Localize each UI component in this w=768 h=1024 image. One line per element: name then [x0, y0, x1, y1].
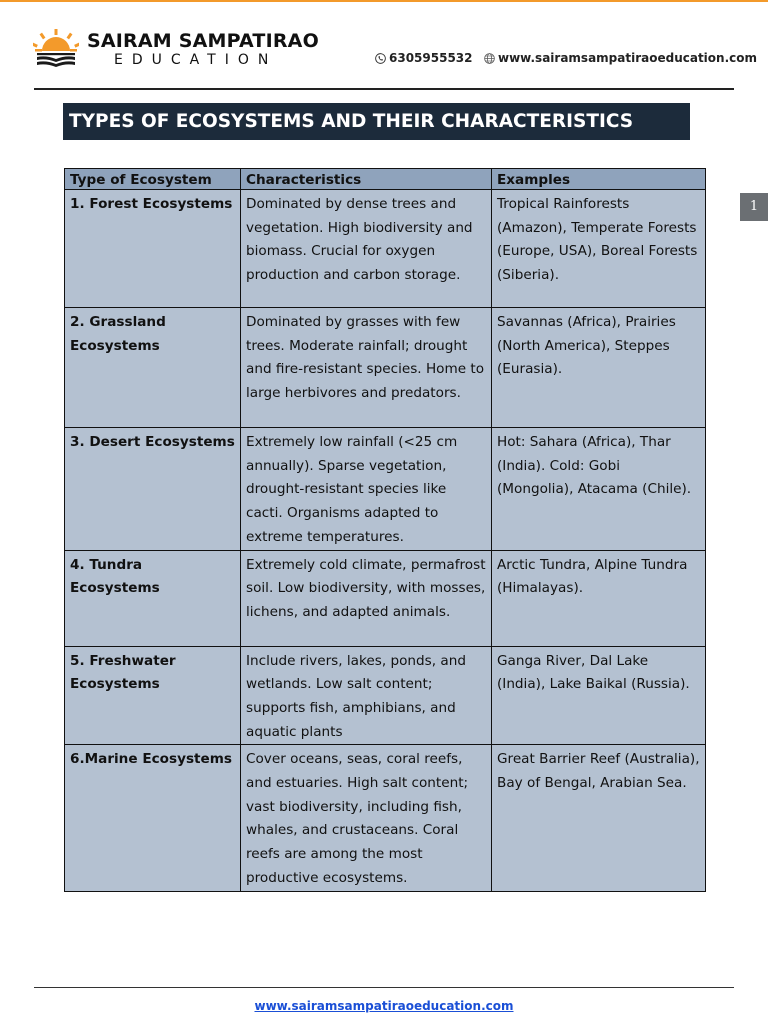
ecosystem-type-cell: 1. Forest Ecosystems: [65, 190, 241, 308]
page-title: TYPES OF ECOSYSTEMS AND THEIR CHARACTERISTICS: [63, 103, 690, 140]
characteristics-cell: Include rivers, lakes, ponds, and wetlands. Low salt content; supports fish, amphibians, and aquatic plants: [241, 646, 492, 745]
characteristics-cell: Extremely cold climate, permafrost soil. Low biodiversity, with mosses, lichens, and adapted animals.: [241, 550, 492, 646]
phone-number: 6305955532: [389, 51, 473, 65]
table-row: [65, 550, 706, 646]
ecosystem-type-cell: 3. Desert Ecosystems: [65, 428, 241, 551]
ecosystem-type-cell: 2. Grassland Ecosystems: [65, 308, 241, 428]
page-number-tab[interactable]: 1: [740, 193, 768, 221]
characteristics-cell: Cover oceans, seas, coral reefs, and estuaries. High salt content; vast biodiversity, including fish, whales, and crustaceans. Coral reefs are among the most productive ecosystems.: [241, 745, 492, 891]
column-header-examples: Examples: [492, 169, 706, 190]
footer-divider: [34, 987, 734, 988]
characteristics-cell: Extremely low rainfall (<25 cm annually). Sparse vegetation, drought-resistant species like cacti. Organisms adapted to extreme temperatures.: [241, 428, 492, 551]
globe-icon: [484, 53, 495, 64]
contact-website[interactable]: [484, 51, 757, 65]
characteristics-cell: Dominated by grasses with few trees. Moderate rainfall; drought and fire-resistant species. Home to large herbivores and predators.: [241, 308, 492, 428]
column-header-characteristics: Characteristics: [241, 169, 492, 190]
website-url: www.sairamsampatiraoeducation.com: [498, 51, 758, 65]
brand-subtitle: EDUCATION: [114, 52, 278, 68]
examples-cell: Tropical Rainforests (Amazon), Temperate Forests (Europe, USA), Boreal Forests (Siberia).: [492, 190, 706, 308]
examples-cell: Ganga River, Dal Lake (India), Lake Baikal (Russia).: [492, 646, 706, 745]
ecosystems-table: [64, 168, 706, 892]
examples-cell: Hot: Sahara (Africa), Thar (India). Cold: Gobi (Mongolia), Atacama (Chile).: [492, 428, 706, 551]
table-row: [65, 646, 706, 745]
ecosystem-type-cell: 6.Marine Ecosystems: [65, 745, 241, 891]
ecosystem-type-cell: 4. Tundra Ecosystems: [65, 550, 241, 646]
table-row: [65, 745, 706, 891]
header-divider: [34, 88, 734, 90]
sunrise-book-logo-icon: [33, 29, 79, 69]
examples-cell: Great Barrier Reef (Australia), Bay of Bengal, Arabian Sea.: [492, 745, 706, 891]
ecosystem-type-cell: 5. Freshwater Ecosystems: [65, 646, 241, 745]
table-row: [65, 428, 706, 551]
examples-cell: Arctic Tundra, Alpine Tundra (Himalayas).: [492, 550, 706, 646]
footer-area: [0, 963, 768, 1024]
top-accent-line: [0, 0, 768, 2]
table-header-row: [65, 169, 706, 190]
characteristics-cell: Dominated by dense trees and vegetation. High biodiversity and biomass. Crucial for oxygen production and carbon storage.: [241, 190, 492, 308]
phone-icon: [375, 53, 386, 64]
column-header-type: Type of Ecosystem: [65, 169, 241, 190]
brand-name: SAIRAM SAMPATIRAO: [87, 30, 319, 52]
table-row: [65, 308, 706, 428]
examples-cell: Savannas (Africa), Prairies (North America), Steppes (Eurasia).: [492, 308, 706, 428]
footer-website-link[interactable]: www.sairamsampatiraoeducation.com: [254, 999, 514, 1013]
table-row: [65, 190, 706, 308]
contact-phone[interactable]: [375, 51, 473, 65]
